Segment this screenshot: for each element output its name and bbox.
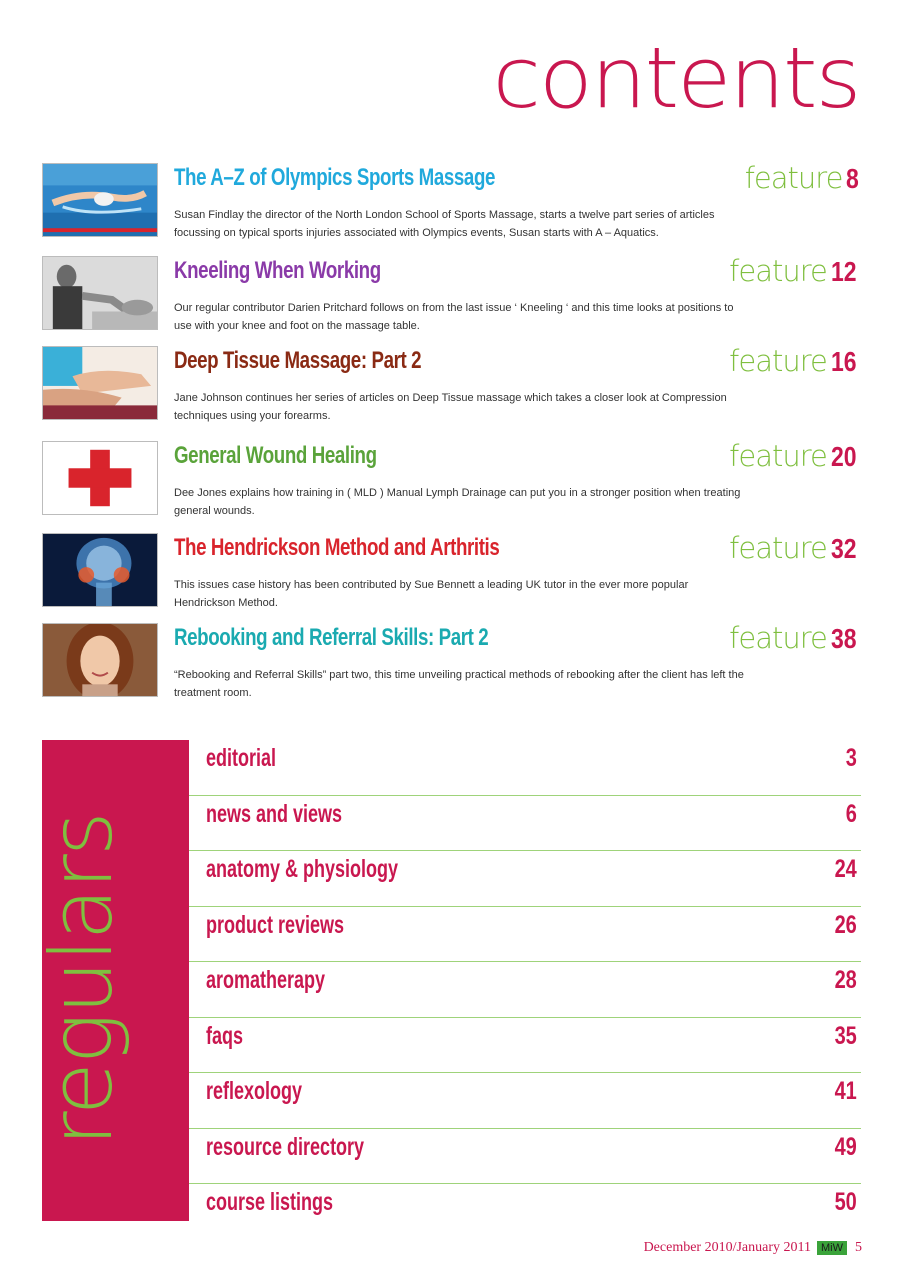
feature-page-number: 20 (830, 441, 857, 472)
feature-description: Dee Jones explains how training in ( MLD ) Manual Lymph Drainage can put you in a stronger position when treating general wounds. (174, 487, 741, 517)
feature-title[interactable]: General Wound Healing (174, 442, 377, 469)
feature-label: feature (729, 621, 827, 655)
regular-page-number: 50 (834, 1188, 857, 1216)
feature-title[interactable]: Rebooking and Referral Skills: Part 2 (174, 624, 489, 651)
regular-item[interactable] (189, 1073, 861, 1129)
feature-item[interactable] (42, 256, 862, 336)
page-number: 5 (855, 1240, 862, 1255)
feature-page-ref (729, 619, 862, 662)
feature-page-number: 32 (830, 533, 857, 564)
page-footer (644, 1240, 862, 1256)
feature-page-number: 12 (830, 256, 857, 287)
feature-description: Susan Findlay the director of the North London School of Sports Massage, starts a twelve part series of articles focussing on typical sports injuries associated with Olympics events, Susan starts with A – Aquatics. (174, 209, 715, 239)
kneeling-massage-photo (42, 256, 158, 330)
feature-title[interactable]: The A–Z of Olympics Sports Massage (174, 164, 496, 191)
regular-page-number: 49 (834, 1132, 857, 1161)
red-cross-icon (42, 441, 158, 515)
feature-label: feature (729, 531, 827, 565)
regular-page-number: 26 (834, 910, 857, 939)
regular-item[interactable] (189, 1018, 861, 1074)
feature-page-ref (729, 342, 862, 385)
feature-page-number: 8 (846, 163, 860, 194)
regular-item[interactable] (189, 740, 861, 796)
feature-page-number: 16 (830, 346, 857, 377)
feature-page-number: 38 (830, 623, 857, 654)
regular-label[interactable]: faqs (206, 1021, 244, 1050)
regulars-heading: regulars (32, 813, 132, 1147)
regular-label[interactable]: course listings (206, 1188, 334, 1216)
feature-item[interactable] (42, 346, 862, 426)
feature-label: feature (729, 254, 827, 288)
regular-item[interactable] (189, 1129, 861, 1185)
regular-label[interactable]: news and views (206, 799, 343, 828)
swimmer-photo (42, 163, 158, 237)
feature-item[interactable] (42, 163, 862, 243)
regular-page-number: 35 (834, 1021, 857, 1050)
regular-label[interactable]: anatomy & physiology (206, 855, 399, 883)
regular-page-number: 41 (834, 1077, 857, 1105)
feature-title[interactable]: Kneeling When Working (174, 257, 381, 284)
regular-item[interactable] (189, 907, 861, 963)
issue-date: December 2010/January 2011 (643, 1240, 811, 1255)
regular-item[interactable] (189, 962, 861, 1018)
feature-page-ref (729, 252, 862, 295)
feature-description: Jane Johnson continues her series of articles on Deep Tissue massage which takes a closer look at Compression techniques using your forearms. (174, 392, 727, 422)
feature-description: Our regular contributor Darien Pritchard follows on from the last issue ‘ Kneeling ‘ and this time looks at positions to use with your knee and foot on the massage table. (174, 302, 734, 332)
regular-label[interactable]: product reviews (206, 910, 345, 939)
regular-item[interactable] (189, 1184, 861, 1240)
regular-item[interactable] (189, 851, 861, 907)
feature-label: feature (744, 161, 843, 195)
page-title: contents (492, 29, 859, 127)
feature-description: This issues case history has been contributed by Sue Bennett a leading UK tutor in the ever more popular Hendrickson Method. (174, 579, 689, 609)
regular-item[interactable] (189, 796, 861, 852)
regular-label[interactable]: aromatherapy (206, 966, 326, 994)
regular-label[interactable]: editorial (206, 744, 277, 772)
feature-item[interactable] (42, 441, 862, 521)
feature-item[interactable] (42, 533, 862, 613)
feature-item[interactable] (42, 623, 862, 703)
regular-label[interactable]: resource directory (206, 1132, 365, 1161)
feature-title[interactable]: Deep Tissue Massage: Part 2 (174, 347, 422, 374)
regular-page-number: 24 (834, 855, 857, 883)
feature-page-ref (729, 529, 862, 572)
xray-skull-photo (42, 533, 158, 607)
feature-label: feature (729, 344, 827, 378)
feature-page-ref (745, 159, 862, 202)
regulars-list (189, 740, 861, 1240)
regular-page-number: 28 (834, 966, 857, 994)
regular-label[interactable]: reflexology (206, 1077, 303, 1105)
woman-portrait-photo (42, 623, 158, 697)
feature-label: feature (729, 439, 827, 473)
feature-page-ref (729, 437, 862, 480)
feature-description: “Rebooking and Referral Skills” part two, this time unveiling practical methods of rebooking after the client has left the treatment room. (174, 669, 744, 699)
magazine-badge: MiW (817, 1241, 847, 1255)
regular-page-number: 6 (845, 799, 857, 828)
forearm-massage-photo (42, 346, 158, 420)
regular-page-number: 3 (845, 744, 857, 772)
feature-title[interactable]: The Hendrickson Method and Arthritis (174, 534, 500, 561)
